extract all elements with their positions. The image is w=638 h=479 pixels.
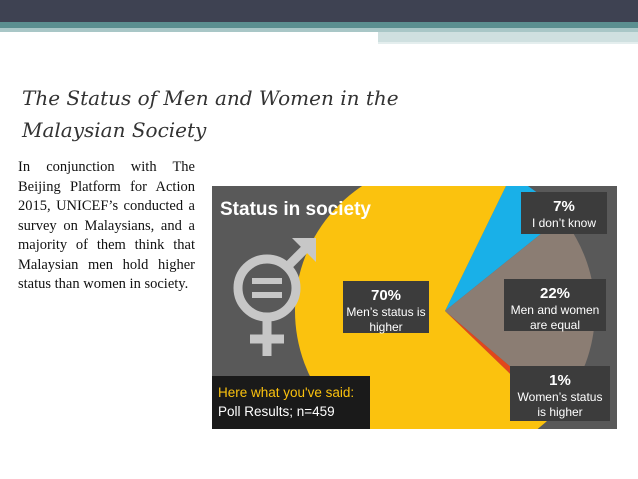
label-dont-know-text: I don’t know [531,216,597,230]
label-equal-text: Men and women [510,303,600,317]
label-mens-higher-text: higher [369,320,403,334]
label-mens-higher-text: Men’s status is [346,305,426,319]
label-womens-higher-percent: 1% [549,372,571,389]
top-accent-line [378,42,638,44]
label-equal-percent: 22% [539,285,571,302]
slide-body-text: In conjunction with The Beijing Platform for Action 2015, UNICEF’s conducted a survey on Malaysians, and a majority of them think that Malaysian men hold higher status than women in society. [18,159,195,292]
chart-title: Status in society [220,199,371,220]
footer-line-2: Poll Results; n=459 [218,404,335,419]
label-womens-higher-text: Women’s status [517,390,603,404]
label-womens-higher-text: is higher [537,405,583,419]
slide-title: The Status of Men and Women in the Malaysian Society [22,86,399,142]
top-accent-light [378,32,638,42]
pie-chart [212,186,617,429]
label-mens-higher-percent: 70% [370,287,402,304]
top-bar [0,0,638,22]
label-equal-text: are equal [529,318,581,332]
footer-box [212,376,370,429]
label-dont-know-percent: 7% [553,198,575,215]
footer-line-1: Here what you've said: [218,385,355,400]
